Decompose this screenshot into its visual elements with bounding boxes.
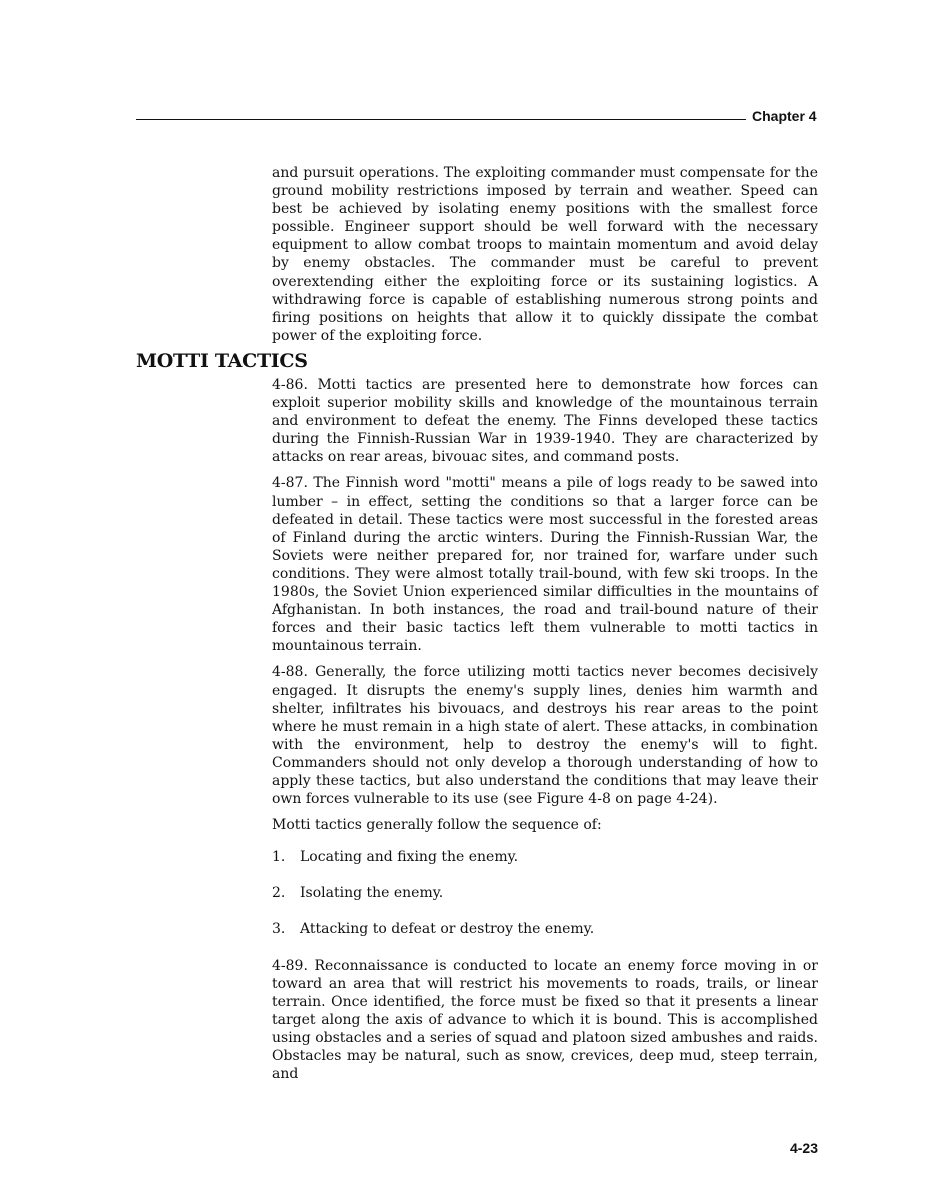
- list-item-text: Attacking to defeat or destroy the enemy.: [300, 921, 595, 938]
- list-item-text: Locating and fixing the enemy.: [300, 849, 519, 866]
- page-number: 4-23: [789, 1140, 818, 1156]
- paragraph-4-89: 4-89. Reconnaissance is conducted to locate an enemy force moving in or toward an area that will restrict his movements to roads, trails, or linear terrain. Once identified, the force must be fixed so that it presents a linear target along the axis of advance to which it is bound. This is accomplished using obstacles and a series of squad and platoon sized ambushes and raids. Obstacles may be natural, such as snow, crevices, deep mud, steep terrain, and: [272, 957, 818, 1083]
- list-item-number: 2.: [272, 885, 286, 902]
- paragraph-4-87: 4-87. The Finnish word "motti" means a pile of logs ready to be sawed into lumber – in effect, setting the conditions so that a larger force can be defeated in detail. These tactics were most successful in the forested areas of Finland during the arctic winters. During the Finnish-Russian War, the Soviets were neither prepared for, nor trained for, warfare under such conditions. They were almost totally trail-bound, with few ski troops. In the 1980s, the Soviet Union experienced similar difficulties in the mountains of Afghanistan. In both instances, the road and trail-bound nature of their forces and their basic tactics left them vulnerable to motti tactics in mountainous terrain.: [272, 475, 818, 655]
- list-item: [272, 884, 818, 902]
- sequence-list: [272, 848, 818, 938]
- intro-paragraph: and pursuit operations. The exploiting commander must compensate for the ground mobility restrictions imposed by terrain and weather. Speed can best be achieved by isolating enemy positions with the smallest force possible. Engineer support should be well forward with the necessary equipment to allow combat troops to maintain momentum and avoid delay by enemy obstacles. The commander must be careful to prevent overextending either the exploiting force or its sustaining logistics. A withdrawing force is capable of establishing numerous strong points and firing positions on heights that allow it to quickly dissipate the combat power of the exploiting force.: [272, 165, 818, 344]
- section-body: [272, 376, 818, 1091]
- list-item-number: 3.: [272, 921, 286, 938]
- list-item: [272, 920, 818, 938]
- list-item-number: 1.: [272, 849, 286, 866]
- list-item: [272, 848, 818, 866]
- paragraph-4-86: 4-86. Motti tactics are presented here to demonstrate how forces can exploit superior mobility skills and knowledge of the mountainous terrain and environment to defeat the enemy. The Finns developed these tactics during the Finnish-Russian War in 1939-1940. They are characterized by attacks on rear areas, bivouac sites, and command posts.: [272, 377, 818, 466]
- chapter-label: Chapter 4: [752, 108, 817, 124]
- section-heading: MOTTI TACTICS: [136, 350, 308, 372]
- sequence-intro: Motti tactics generally follow the sequence of:: [272, 817, 602, 834]
- list-item-text: Isolating the enemy.: [300, 885, 444, 902]
- header-rule: [136, 119, 746, 120]
- paragraph-4-88: 4-88. Generally, the force utilizing motti tactics never becomes decisively engaged. It disrupts the enemy's supply lines, denies him warmth and shelter, infiltrates his bivouacs, and destroys his rear areas to the point where he must remain in a high state of alert. These attacks, in combination with the environment, help to destroy the enemy's will to fight. Commanders should not only develop a thorough understanding of how to apply these tactics, but also understand the conditions that may leave their own forces vulnerable to its use (see Figure 4-8 on page 4-24).: [272, 664, 818, 808]
- intro-column: [272, 164, 818, 353]
